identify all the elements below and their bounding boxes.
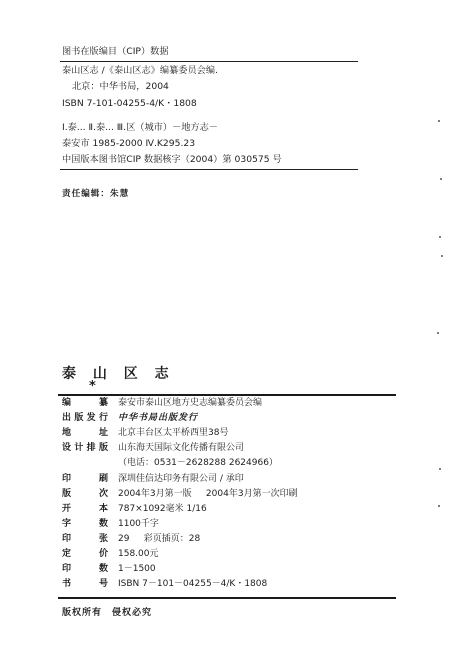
detail-label: 书号	[62, 579, 108, 589]
detail-label: 出版发行	[62, 413, 108, 423]
detail-value: 泰安市泰山区地方史志编纂委员会编	[118, 398, 263, 408]
detail-row-print-run	[62, 563, 156, 576]
detail-row-word-count	[62, 518, 159, 531]
detail-label: 编纂	[62, 398, 108, 408]
detail-row-compiler	[62, 397, 262, 410]
detail-row-typesetting	[62, 442, 244, 455]
detail-value: 1－1500	[118, 564, 156, 574]
detail-row-format	[62, 503, 207, 516]
detail-row-sheets	[62, 533, 200, 546]
scan-speck	[441, 255, 443, 257]
cip-line-isbn: ISBN 7-101-04255-4/K・1808	[62, 98, 197, 109]
book-title: 泰 山 区 志	[62, 366, 175, 382]
detail-value: 787×1092毫米 1/16	[118, 504, 207, 514]
detail-row-isbn	[62, 578, 267, 591]
detail-value: 山东海天国际文化传播有限公司	[118, 443, 245, 453]
detail-row-phone	[62, 457, 278, 470]
detail-label: 地址	[62, 428, 108, 438]
cip-line-subjects: Ⅰ.泰... Ⅱ.泰... Ⅲ.区（城市）－地方志－	[62, 122, 218, 133]
detail-row-printer	[62, 473, 244, 486]
detail-label: 设计排版	[62, 443, 108, 453]
detail-value: （电话：0531－2628288 2624966）	[118, 458, 278, 468]
detail-row-address	[62, 427, 228, 440]
cip-bottom-divider	[60, 169, 358, 170]
detail-value: 158.00元	[118, 549, 159, 559]
scan-speck	[440, 178, 442, 180]
detail-value: 2004年3月第一版 2004年3月第一次印刷	[118, 489, 298, 499]
detail-value: 1100千字	[118, 519, 159, 529]
colophon-bottom-rule	[58, 597, 396, 599]
detail-label: 印张	[62, 534, 108, 544]
cip-line-publisher: 北京：中华书局，2004	[72, 81, 169, 92]
detail-value: 深圳佳信达印务有限公司 / 承印	[118, 474, 244, 484]
detail-label: 字数	[62, 519, 108, 529]
scan-speck	[437, 332, 439, 334]
scan-speck	[438, 505, 440, 507]
detail-label: 印数	[62, 564, 108, 574]
responsible-editor: 责任编辑：朱慧	[62, 189, 130, 199]
detail-value: ISBN 7－101－04255－4/K・1808	[118, 579, 268, 589]
scan-speck	[438, 120, 440, 122]
detail-label: 版次	[62, 489, 108, 499]
cip-line-title: 泰山区志 /《泰山区志》编纂委员会编.	[62, 65, 218, 76]
cip-line-classification: 泰安市 1985-2000 Ⅳ.K295.23	[62, 138, 196, 149]
detail-row-edition	[62, 488, 298, 501]
detail-label: 定价	[62, 549, 108, 559]
scan-speck	[439, 236, 441, 238]
detail-row-publisher	[62, 412, 198, 425]
detail-value: 29 彩页插页：28	[118, 534, 201, 544]
cip-divider	[60, 61, 358, 62]
detail-label: 印刷	[62, 474, 108, 484]
rights-notice: 版权所有 侵权必究	[62, 608, 153, 618]
cip-line-verification: 中国版本图书馆CIP 数据核字（2004）第 030575 号	[62, 154, 282, 165]
detail-value: 北京丰台区太平桥西里38号	[118, 428, 229, 438]
detail-value: 中华书局出版发行	[118, 413, 199, 423]
colophon-top-rule	[58, 394, 396, 396]
cip-heading: 图书在版编目（CIP）数据	[62, 46, 169, 57]
detail-label: 开本	[62, 504, 108, 514]
title-star: *	[89, 379, 96, 394]
detail-row-price	[62, 548, 159, 561]
scan-speck	[439, 468, 441, 470]
